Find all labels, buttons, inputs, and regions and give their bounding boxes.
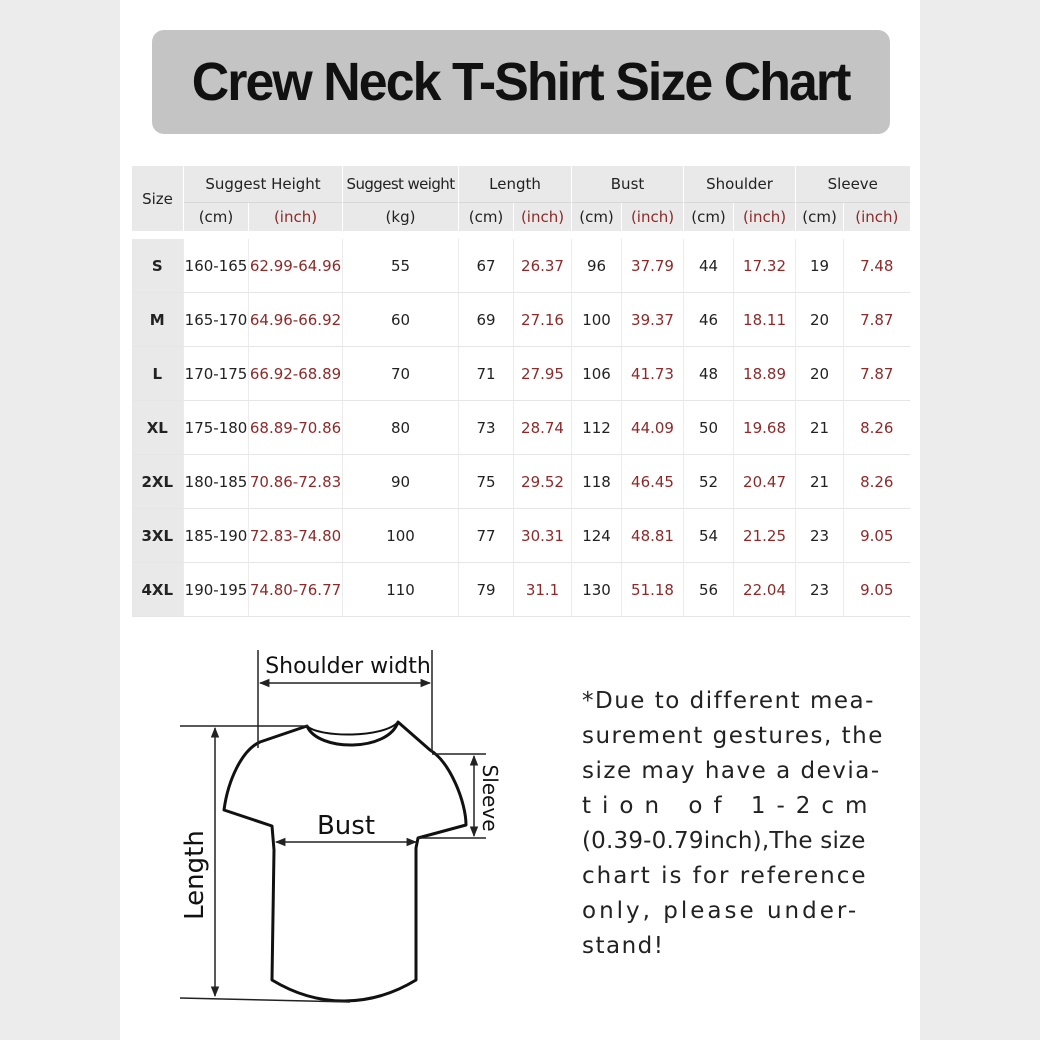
note-line: size may have a devia- <box>582 758 881 784</box>
table-cell: 7.48 <box>844 239 910 293</box>
group-header: Bust <box>572 166 684 203</box>
note-line: chart is for reference <box>582 863 868 889</box>
size-cell: XL <box>132 401 184 455</box>
table-cell: 70.86-72.83 <box>249 455 343 509</box>
table-cell: 56 <box>684 563 734 617</box>
table-cell: 17.32 <box>734 239 796 293</box>
bust-label: Bust <box>316 811 376 841</box>
table-cell: 21.25 <box>734 509 796 563</box>
size-cell: M <box>132 293 184 347</box>
disclaimer-note <box>582 684 884 964</box>
note-line: stand! <box>582 933 665 959</box>
table-row <box>132 563 910 617</box>
table-cell: 19 <box>796 239 844 293</box>
table-cell: 27.95 <box>514 347 572 401</box>
table-cell: 175-180 <box>184 401 249 455</box>
note-line: tion of 1-2cm <box>582 793 879 819</box>
table-cell: 75 <box>459 455 514 509</box>
table-cell: 50 <box>684 401 734 455</box>
table-cell: 54 <box>684 509 734 563</box>
sleeve-label: Sleeve <box>478 764 502 832</box>
tshirt-diagram <box>170 630 510 1010</box>
table-cell: 9.05 <box>844 563 910 617</box>
unit-header: (inch) <box>734 203 796 232</box>
table-cell: 18.11 <box>734 293 796 347</box>
unit-header: (inch) <box>514 203 572 232</box>
table-row <box>132 239 910 293</box>
unit-header: (inch) <box>622 203 684 232</box>
unit-header: (cm) <box>184 203 249 232</box>
table-cell: 106 <box>572 347 622 401</box>
unit-header: (inch) <box>249 203 343 232</box>
table-cell: 170-175 <box>184 347 249 401</box>
table-cell: 37.79 <box>622 239 684 293</box>
table-cell: 112 <box>572 401 622 455</box>
table-cell: 48.81 <box>622 509 684 563</box>
table-cell: 70 <box>343 347 459 401</box>
table-cell: 118 <box>572 455 622 509</box>
table-row <box>132 455 910 509</box>
table-cell: 62.99-64.96 <box>249 239 343 293</box>
table-cell: 19.68 <box>734 401 796 455</box>
table-cell: 8.26 <box>844 401 910 455</box>
table-cell: 8.26 <box>844 455 910 509</box>
table-cell: 80 <box>343 401 459 455</box>
table-cell: 64.96-66.92 <box>249 293 343 347</box>
table-cell: 51.18 <box>622 563 684 617</box>
table-cell: 20 <box>796 347 844 401</box>
title-banner <box>152 30 890 134</box>
table-cell: 48 <box>684 347 734 401</box>
table-cell: 160-165 <box>184 239 249 293</box>
table-cell: 27.16 <box>514 293 572 347</box>
table-row <box>132 347 910 401</box>
collar-line <box>307 722 398 735</box>
size-cell: L <box>132 347 184 401</box>
group-header: Sleeve <box>796 166 910 203</box>
size-table <box>131 166 910 617</box>
table-cell: 46 <box>684 293 734 347</box>
table-cell: 165-170 <box>184 293 249 347</box>
table-cell: 41.73 <box>622 347 684 401</box>
table-header-row <box>132 166 910 203</box>
table-cell: 100 <box>572 293 622 347</box>
size-cell: 2XL <box>132 455 184 509</box>
group-header: Length <box>459 166 572 203</box>
note-line: (0.39-0.79inch),The size <box>582 828 866 854</box>
note-line: surement gestures, the <box>582 723 884 749</box>
table-cell: 110 <box>343 563 459 617</box>
table-cell: 26.37 <box>514 239 572 293</box>
group-header: Suggest weight <box>343 166 459 203</box>
table-cell: 23 <box>796 509 844 563</box>
table-cell: 124 <box>572 509 622 563</box>
table-cell: 77 <box>459 509 514 563</box>
table-cell: 180-185 <box>184 455 249 509</box>
table-cell: 46.45 <box>622 455 684 509</box>
table-cell: 21 <box>796 401 844 455</box>
tshirt-outline <box>224 722 466 1001</box>
size-cell: S <box>132 239 184 293</box>
table-cell: 72.83-74.80 <box>249 509 343 563</box>
size-header: Size <box>132 166 184 231</box>
table-unit-row <box>132 203 910 232</box>
table-cell: 74.80-76.77 <box>249 563 343 617</box>
table-cell: 96 <box>572 239 622 293</box>
unit-header: (kg) <box>343 203 459 232</box>
table-cell: 7.87 <box>844 293 910 347</box>
table-cell: 9.05 <box>844 509 910 563</box>
table-cell: 29.52 <box>514 455 572 509</box>
size-cell: 3XL <box>132 509 184 563</box>
table-cell: 30.31 <box>514 509 572 563</box>
table-cell: 71 <box>459 347 514 401</box>
unit-header: (cm) <box>796 203 844 232</box>
table-cell: 79 <box>459 563 514 617</box>
table-cell: 18.89 <box>734 347 796 401</box>
table-cell: 23 <box>796 563 844 617</box>
note-line: *Due to different mea- <box>582 688 875 714</box>
table-cell: 22.04 <box>734 563 796 617</box>
table-cell: 7.87 <box>844 347 910 401</box>
unit-header: (cm) <box>572 203 622 232</box>
table-body <box>132 239 910 617</box>
table-cell: 44.09 <box>622 401 684 455</box>
table-cell: 44 <box>684 239 734 293</box>
group-header: Shoulder <box>684 166 796 203</box>
table-cell: 21 <box>796 455 844 509</box>
table-cell: 66.92-68.89 <box>249 347 343 401</box>
table-cell: 67 <box>459 239 514 293</box>
table-cell: 130 <box>572 563 622 617</box>
table-cell: 55 <box>343 239 459 293</box>
unit-header: (inch) <box>844 203 910 232</box>
table-row <box>132 401 910 455</box>
table-row <box>132 293 910 347</box>
length-label: Length <box>180 830 210 920</box>
table-cell: 73 <box>459 401 514 455</box>
table-cell: 31.1 <box>514 563 572 617</box>
page-title: Crew Neck T-Shirt Size Chart <box>192 52 850 112</box>
table-cell: 100 <box>343 509 459 563</box>
table-cell: 39.37 <box>622 293 684 347</box>
table-cell: 28.74 <box>514 401 572 455</box>
size-cell: 4XL <box>132 563 184 617</box>
group-header: Suggest Height <box>184 166 343 203</box>
table-cell: 20.47 <box>734 455 796 509</box>
table-cell: 90 <box>343 455 459 509</box>
note-line: only, please under- <box>582 898 860 924</box>
unit-header: (cm) <box>684 203 734 232</box>
table-cell: 190-195 <box>184 563 249 617</box>
table-cell: 20 <box>796 293 844 347</box>
table-cell: 68.89-70.86 <box>249 401 343 455</box>
shoulder-label: Shoulder width <box>265 654 431 679</box>
table-cell: 52 <box>684 455 734 509</box>
table-row <box>132 509 910 563</box>
unit-header: (cm) <box>459 203 514 232</box>
table-cell: 185-190 <box>184 509 249 563</box>
table-cell: 60 <box>343 293 459 347</box>
table-cell: 69 <box>459 293 514 347</box>
